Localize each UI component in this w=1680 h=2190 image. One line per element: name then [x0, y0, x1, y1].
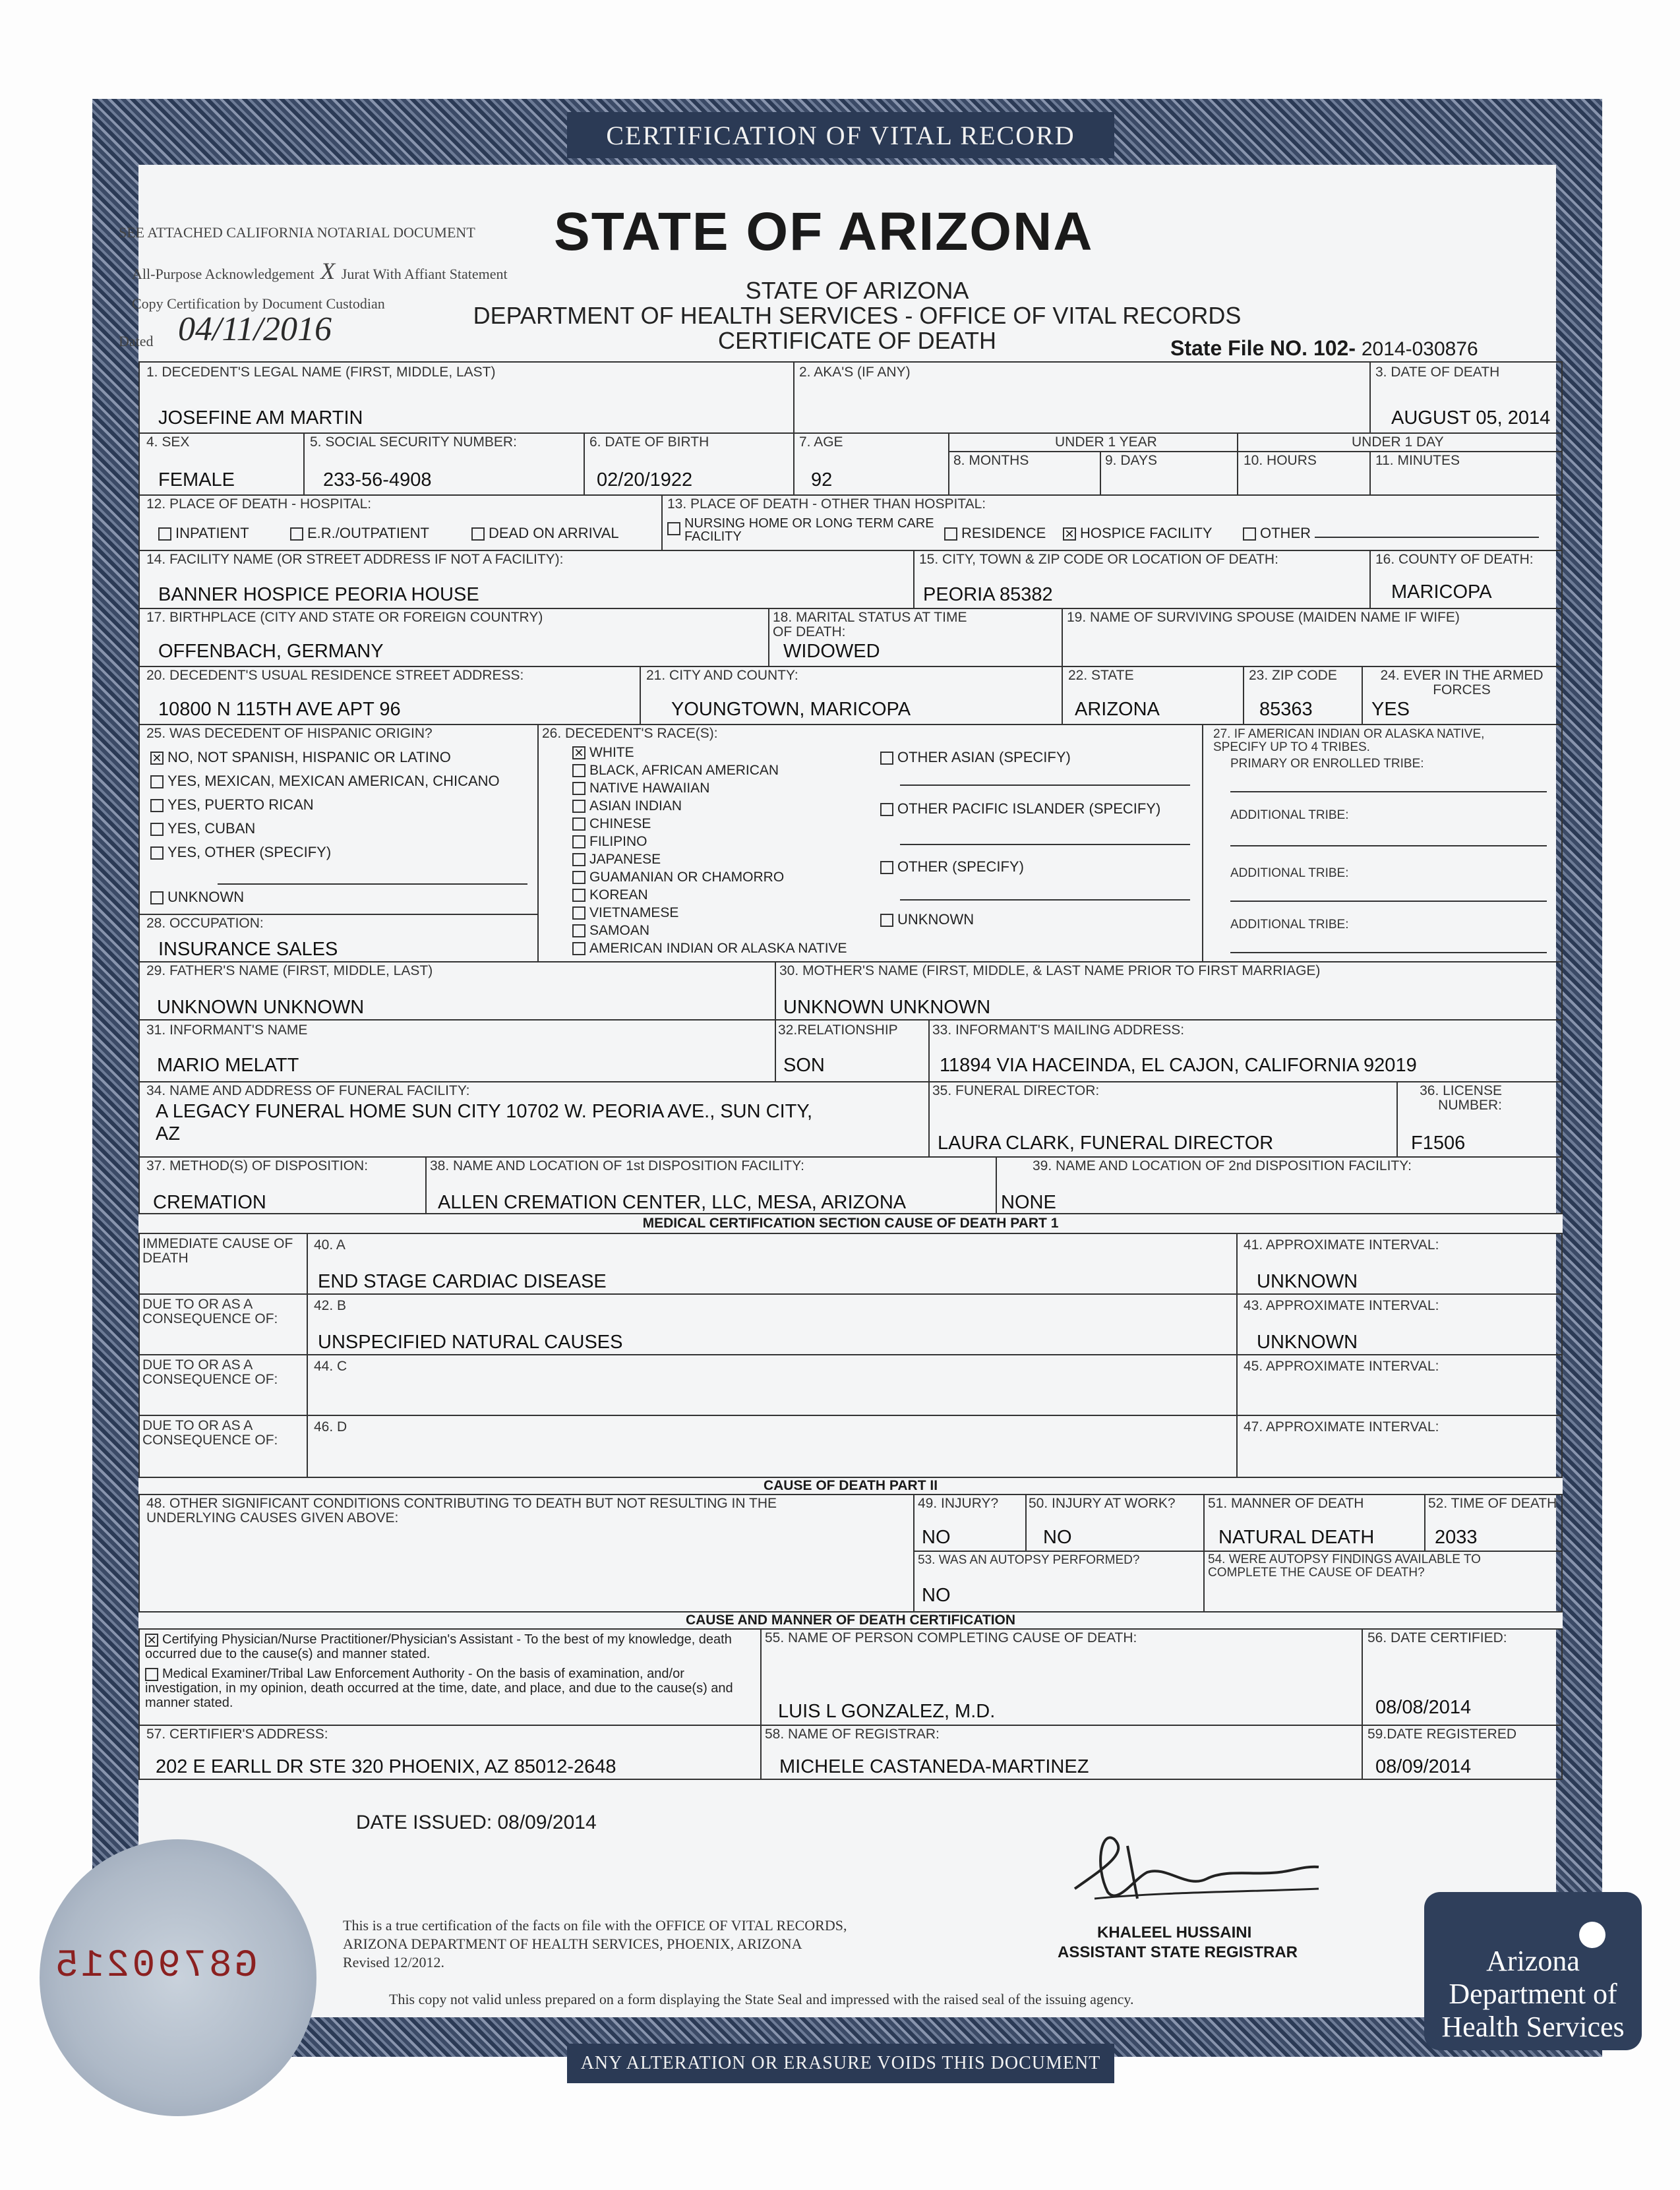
under-1-year-label: UNDER 1 YEAR: [1055, 434, 1157, 450]
interval-a-divider: [1236, 1233, 1238, 1295]
field-12-label: 12. PLACE OF DEATH - HOSPITAL:: [146, 496, 372, 512]
sun-icon: [1579, 1922, 1605, 1948]
race-option-black[interactable]: BLACK, AFRICAN AMERICAN: [572, 763, 779, 779]
notary-dated-label: Dated: [119, 333, 154, 349]
race-option-asian-indian[interactable]: ASIAN INDIAN: [572, 798, 682, 814]
section-certification: CAUSE AND MANNER OF DEATH CERTIFICATION: [138, 1611, 1563, 1630]
field-7-value: 92: [811, 469, 833, 490]
field-28-label: 28. OCCUPATION:: [146, 916, 264, 931]
page-title: STATE OF ARIZONA: [554, 202, 1094, 262]
field-56-value: 08/08/2014: [1375, 1697, 1472, 1718]
field-25-specify-line: [218, 883, 527, 885]
field-36-label: 36. LICENSE NUMBER:: [1420, 1083, 1502, 1113]
race-option-korean[interactable]: KOREAN: [572, 887, 648, 903]
race-option-other[interactable]: OTHER (SPECIFY): [880, 858, 1024, 875]
field-28-value: INSURANCE SALES: [158, 939, 338, 960]
subhead-department: DEPARTMENT OF HEALTH SERVICES - OFFICE OF VITAL RECORDS: [473, 302, 1242, 329]
race-option-filipino[interactable]: FILIPINO: [572, 834, 647, 850]
field-25-option-no[interactable]: ✕ NO, NOT SPANISH, HISPANIC OR LATINO: [150, 749, 451, 766]
field-10-label: 10. HOURS: [1244, 453, 1317, 468]
cause-44-label: 44. C: [314, 1359, 347, 1374]
bottom-banner: ANY ALTERATION OR ERASURE VOIDS THIS DOCUMENT: [567, 2044, 1114, 2083]
registrar-name: KHALEEL HUSSAINI: [1097, 1924, 1252, 1941]
field-35-label: 35. FUNERAL DIRECTOR:: [932, 1083, 1100, 1098]
validity-notice: This copy not valid unless prepared on a form displaying the State Seal and impressed with the raised seal of the issuing agency.: [389, 1991, 1134, 2007]
field-20-value: 10800 N 115TH AVE APT 96: [158, 699, 401, 720]
field-20-label: 20. DECEDENT'S USUAL RESIDENCE STREET ADDRESS:: [146, 668, 524, 683]
section-medical-part-1: MEDICAL CERTIFICATION SECTION CAUSE OF DEATH PART 1: [138, 1213, 1563, 1234]
subhead-certificate: CERTIFICATE OF DEATH: [717, 327, 996, 354]
race-option-american-indian[interactable]: AMERICAN INDIAN OR ALASKA NATIVE: [572, 941, 847, 957]
state-file-value: 2014-030876: [1361, 338, 1478, 360]
cert-option-medical-examiner[interactable]: Medical Examiner/Tribal Law Enforcement Authority - On the basis of examination, and/or investigation, in my opinion, death occurred at the time, date, and place, and due to the cause(s) and manner stated.: [145, 1667, 733, 1710]
adhs-logo-line-3: Health Services: [1441, 2011, 1625, 2043]
field-38-value: ALLEN CREMATION CENTER, LLC, MESA, ARIZONA: [438, 1192, 907, 1213]
field-48-label: 48. OTHER SIGNIFICANT CONDITIONS CONTRIBUTING TO DEATH BUT NOT RESULTING IN THE UNDERLYING CAUSES GIVEN ABOVE:: [146, 1496, 777, 1525]
field-27-additional-1: ADDITIONAL TRIBE:: [1230, 808, 1349, 822]
field-25-option-puerto-rican[interactable]: YES, PUERTO RICAN: [150, 796, 314, 814]
field-5-value: 233-56-4908: [323, 469, 432, 490]
field-25-option-mexican[interactable]: YES, MEXICAN, MEXICAN AMERICAN, CHICANO: [150, 773, 500, 790]
field-16-label: 16. COUNTY OF DEATH:: [1375, 552, 1534, 567]
field-52-value: 2033: [1435, 1527, 1478, 1548]
field-38-label: 38. NAME AND LOCATION OF 1st DISPOSITION FACILITY:: [430, 1158, 804, 1173]
field-50-label: 50. INJURY AT WORK?: [1029, 1496, 1176, 1511]
field-21-label: 21. CITY AND COUNTY:: [646, 668, 798, 683]
field-25-option-cuban[interactable]: YES, CUBAN: [150, 820, 255, 837]
field-19-label: 19. NAME OF SURVIVING SPOUSE (MAIDEN NAME IF WIFE): [1067, 610, 1460, 625]
field-1-label: 1. DECEDENT'S LEGAL NAME (FIRST, MIDDLE, LAST): [146, 365, 496, 380]
true-certification-line-1: This is a true certification of the facts on file with the OFFICE OF VITAL RECORDS,: [343, 1917, 847, 1934]
state-file-number: [1170, 336, 1478, 361]
field-31-value: MARIO MELATT: [157, 1055, 299, 1076]
cause-c-divider: [307, 1354, 308, 1416]
field-36-value: F1506: [1411, 1133, 1466, 1154]
interval-41-label: 41. APPROXIMATE INTERVAL:: [1244, 1237, 1439, 1253]
other-pacific-line: [900, 844, 1190, 845]
field-9-label: 9. DAYS: [1105, 453, 1157, 468]
other-race-line: [900, 899, 1190, 901]
cause-42-value: UNSPECIFIED NATURAL CAUSES: [318, 1332, 623, 1353]
adhs-logo: [1424, 1892, 1642, 2050]
under-1-day-label: UNDER 1 DAY: [1352, 434, 1444, 450]
field-51-label: 51. MANNER OF DEATH: [1208, 1496, 1364, 1511]
field-13-option-residence[interactable]: RESIDENCE: [944, 525, 1046, 542]
registrar-title: ASSISTANT STATE REGISTRAR: [1058, 1943, 1298, 1961]
field-39-value: NONE: [1001, 1192, 1056, 1213]
field-15-label: 15. CITY, TOWN & ZIP CODE OR LOCATION OF DEATH:: [919, 552, 1278, 567]
interval-45-label: 45. APPROXIMATE INTERVAL:: [1244, 1359, 1439, 1374]
field-3-value: AUGUST 05, 2014: [1391, 407, 1551, 429]
field-6-label: 6. DATE OF BIRTH: [589, 434, 709, 450]
field-18-value: WIDOWED: [783, 641, 880, 662]
field-27-primary: PRIMARY OR ENROLLED TRIBE:: [1230, 757, 1424, 771]
interval-c-divider: [1236, 1354, 1238, 1416]
field-16-value: MARICOPA: [1391, 581, 1492, 603]
interval-41-value: UNKNOWN: [1257, 1271, 1358, 1292]
notary-line-2: [132, 257, 508, 285]
field-27-additional-3: ADDITIONAL TRIBE:: [1230, 918, 1349, 932]
field-55-label: 55. NAME OF PERSON COMPLETING CAUSE OF DEATH:: [765, 1630, 1137, 1645]
top-banner: CERTIFICATION OF VITAL RECORD: [567, 112, 1114, 158]
race-option-unknown[interactable]: UNKNOWN: [880, 911, 974, 928]
field-37-value: CREMATION: [153, 1192, 266, 1213]
cause-40-label: 40. A: [314, 1237, 345, 1253]
subhead-state: STATE OF ARIZONA: [745, 277, 969, 304]
field-33-label: 33. INFORMANT'S MAILING ADDRESS:: [932, 1022, 1185, 1038]
field-17-value: OFFENBACH, GERMANY: [158, 641, 384, 662]
field-58-label: 58. NAME OF REGISTRAR:: [765, 1727, 940, 1742]
cause-42-label: 42. B: [314, 1298, 347, 1313]
other-asian-line: [900, 784, 1190, 786]
cause-b-divider: [307, 1293, 308, 1355]
race-option-other-pacific[interactable]: OTHER PACIFIC ISLANDER (SPECIFY): [880, 800, 1160, 817]
field-52-label: 52. TIME OF DEATH: [1428, 1496, 1557, 1511]
revised-date: Revised 12/2012.: [343, 1954, 444, 1970]
field-14-value: BANNER HOSPICE PEORIA HOUSE: [158, 584, 479, 605]
race-option-white[interactable]: ✕ WHITE: [572, 745, 634, 761]
notary-mark: X: [320, 258, 336, 284]
field-57-value: 202 E EARLL DR STE 320 PHOENIX, AZ 85012-2648: [156, 1756, 616, 1777]
cause-a-divider: [307, 1233, 308, 1295]
field-2-label: 2. AKA'S (IF ANY): [799, 365, 911, 380]
tribe-line-4: [1230, 952, 1547, 953]
due-to-label-d: DUE TO OR AS A CONSEQUENCE OF:: [142, 1418, 278, 1448]
notary-acknowledgement: All-Purpose Acknowledgement: [132, 266, 315, 282]
section-part-2: CAUSE OF DEATH PART II: [138, 1477, 1563, 1495]
field-34-value-line-2: AZ: [156, 1123, 181, 1144]
field-18-label: 18. MARITAL STATUS AT TIME OF DEATH:: [773, 610, 967, 639]
field-33-value: 11894 VIA HACEINDA, EL CAJON, CALIFORNIA 92019: [940, 1055, 1417, 1076]
adhs-logo-line-1: Arizona: [1486, 1945, 1580, 1977]
field-50-value: NO: [1043, 1527, 1072, 1548]
notary-dated-value: 04/11/2016: [178, 311, 332, 348]
field-22-value: ARIZONA: [1075, 699, 1160, 720]
cause-40-value: END STAGE CARDIAC DISEASE: [318, 1271, 607, 1292]
field-8-label: 8. MONTHS: [953, 453, 1029, 468]
field-14-label: 14. FACILITY NAME (OR STREET ADDRESS IF NOT A FACILITY):: [146, 552, 564, 567]
field-25-option-unknown[interactable]: UNKNOWN: [150, 889, 244, 906]
tribe-line-3: [1230, 901, 1547, 902]
immediate-cause-label: IMMEDIATE CAUSE OF DEATH: [142, 1236, 293, 1266]
interval-b-divider: [1236, 1293, 1238, 1355]
field-5-label: 5. SOCIAL SECURITY NUMBER:: [310, 434, 517, 450]
field-7-label: 7. AGE: [799, 434, 843, 450]
race-option-chinese[interactable]: CHINESE: [572, 816, 651, 832]
field-49-label: 49. INJURY?: [918, 1496, 999, 1511]
field-13-option-nursing[interactable]: NURSING HOME OR LONG TERM CARE FACILITY: [667, 517, 944, 543]
field-55-value: LUIS L GONZALEZ, M.D.: [778, 1701, 996, 1722]
field-12-option-doa[interactable]: DEAD ON ARRIVAL: [471, 525, 619, 542]
field-59-label: 59.DATE REGISTERED: [1367, 1727, 1516, 1742]
field-29-value: UNKNOWN UNKNOWN: [157, 997, 365, 1018]
field-27-additional-2: ADDITIONAL TRIBE:: [1230, 866, 1349, 880]
field-23-label: 23. ZIP CODE: [1249, 668, 1337, 683]
field-12-option-er[interactable]: E.R./OUTPATIENT: [290, 525, 429, 542]
field-27-label: 27. IF AMERICAN INDIAN OR ALASKA NATIVE, SPECIFY UP TO 4 TRIBES.: [1213, 727, 1485, 754]
field-4-value: FEMALE: [158, 469, 235, 490]
field-34-label: 34. NAME AND ADDRESS OF FUNERAL FACILITY:: [146, 1083, 470, 1098]
field-29-label: 29. FATHER'S NAME (FIRST, MIDDLE, LAST): [146, 963, 433, 978]
field-21-value: YOUNGTOWN, MARICOPA: [671, 699, 911, 720]
interval-47-label: 47. APPROXIMATE INTERVAL:: [1244, 1419, 1439, 1435]
field-15-value: PEORIA 85382: [923, 584, 1053, 605]
field-53-label: 53. WAS AN AUTOPSY PERFORMED?: [918, 1553, 1140, 1567]
field-34-value-line-1: A LEGACY FUNERAL HOME SUN CITY 10702 W. PEORIA AVE., SUN CITY,: [156, 1101, 812, 1122]
field-24-value: YES: [1371, 699, 1410, 720]
field-53-value: NO: [922, 1585, 951, 1606]
field-11-label: 11. MINUTES: [1375, 453, 1460, 468]
field-49-value: NO: [922, 1527, 951, 1548]
interval-d-divider: [1236, 1415, 1238, 1478]
field-13-label: 13. PLACE OF DEATH - OTHER THAN HOSPITAL:: [667, 496, 986, 512]
field-35-value: LAURA CLARK, FUNERAL DIRECTOR: [938, 1133, 1274, 1154]
due-to-label-c: DUE TO OR AS A CONSEQUENCE OF:: [142, 1357, 278, 1387]
field-32-label: 32.RELATIONSHIP: [778, 1022, 898, 1038]
race-option-japanese[interactable]: JAPANESE: [572, 852, 661, 868]
state-file-label: State File NO. 102-: [1170, 336, 1356, 360]
true-certification-line-2: ARIZONA DEPARTMENT OF HEALTH SERVICES, PHOENIX, ARIZONA: [343, 1936, 802, 1952]
field-12-option-inpatient[interactable]: INPATIENT: [158, 525, 249, 542]
field-32-value: SON: [783, 1055, 825, 1076]
tribe-line-2: [1230, 845, 1547, 846]
field-24-label: 24. EVER IN THE ARMED FORCES: [1380, 668, 1544, 697]
race-option-samoan[interactable]: SAMOAN: [572, 923, 649, 939]
notary-line-3: Copy Certification by Document Custodian: [132, 295, 385, 312]
notary-line-1: SEE ATTACHED CALIFORNIA NOTARIAL DOCUMENT: [119, 224, 475, 241]
field-6-value: 02/20/1922: [597, 469, 693, 490]
field-59-value: 08/09/2014: [1375, 1756, 1472, 1777]
field-23-value: 85363: [1259, 699, 1313, 720]
field-1-value: JOSEFINE AM MARTIN: [158, 407, 363, 429]
adhs-logo-line-2: Department of: [1449, 1978, 1617, 2010]
registrar-signature: [1055, 1826, 1332, 1912]
cause-46-label: 46. D: [314, 1419, 347, 1435]
field-13-option-hospice[interactable]: ✕ HOSPICE FACILITY: [1063, 525, 1213, 542]
race-option-hawaiian[interactable]: NATIVE HAWAIIAN: [572, 781, 709, 796]
race-option-guamanian[interactable]: GUAMANIAN OR CHAMORRO: [572, 870, 784, 885]
race-option-vietnamese[interactable]: VIETNAMESE: [572, 905, 678, 921]
interval-43-value: UNKNOWN: [1257, 1332, 1358, 1353]
tribe-line-1: [1230, 791, 1547, 792]
field-13-option-other[interactable]: OTHER: [1243, 525, 1539, 542]
serial-number: G8790215: [53, 1945, 258, 1988]
race-option-other-asian[interactable]: OTHER ASIAN (SPECIFY): [880, 749, 1071, 766]
field-25-label: 25. WAS DECEDENT OF HISPANIC ORIGIN?: [146, 726, 433, 741]
date-issued: DATE ISSUED: 08/09/2014: [356, 1812, 597, 1833]
field-39-label: 39. NAME AND LOCATION OF 2nd DISPOSITION FACILITY:: [1033, 1158, 1412, 1173]
field-4-label: 4. SEX: [146, 434, 190, 450]
field-25-option-other[interactable]: YES, OTHER (SPECIFY): [150, 844, 331, 861]
field-54-label: 54. WERE AUTOPSY FINDINGS AVAILABLE TO COMPLETE THE CAUSE OF DEATH?: [1208, 1553, 1481, 1580]
field-56-label: 56. DATE CERTIFIED:: [1367, 1630, 1507, 1645]
cert-option-physician[interactable]: ✕ Certifying Physician/Nurse Practitioner/Physician's Assistant - To the best of my knowledge, death occurred due to the cause(s) and manner stated.: [145, 1632, 732, 1661]
field-30-value: UNKNOWN UNKNOWN: [783, 997, 991, 1018]
field-3-label: 3. DATE OF DEATH: [1375, 365, 1500, 380]
due-to-label-b: DUE TO OR AS A CONSEQUENCE OF:: [142, 1297, 278, 1326]
interval-43-label: 43. APPROXIMATE INTERVAL:: [1244, 1298, 1439, 1313]
field-57-label: 57. CERTIFIER'S ADDRESS:: [146, 1727, 328, 1742]
field-17-label: 17. BIRTHPLACE (CITY AND STATE OR FOREIGN COUNTRY): [146, 610, 543, 625]
field-30-label: 30. MOTHER'S NAME (FIRST, MIDDLE, & LAST NAME PRIOR TO FIRST MARRIAGE): [779, 963, 1321, 978]
field-31-label: 31. INFORMANT'S NAME: [146, 1022, 308, 1038]
field-51-value: NATURAL DEATH: [1218, 1527, 1375, 1548]
field-26-label: 26. DECEDENT'S RACE(S):: [542, 726, 718, 741]
notary-jurat: Jurat With Affiant Statement: [341, 266, 508, 282]
cause-d-divider: [307, 1415, 308, 1478]
field-22-label: 22. STATE: [1068, 668, 1134, 683]
field-37-label: 37. METHOD(S) OF DISPOSITION:: [146, 1158, 369, 1173]
field-58-value: MICHELE CASTANEDA-MARTINEZ: [779, 1756, 1089, 1777]
